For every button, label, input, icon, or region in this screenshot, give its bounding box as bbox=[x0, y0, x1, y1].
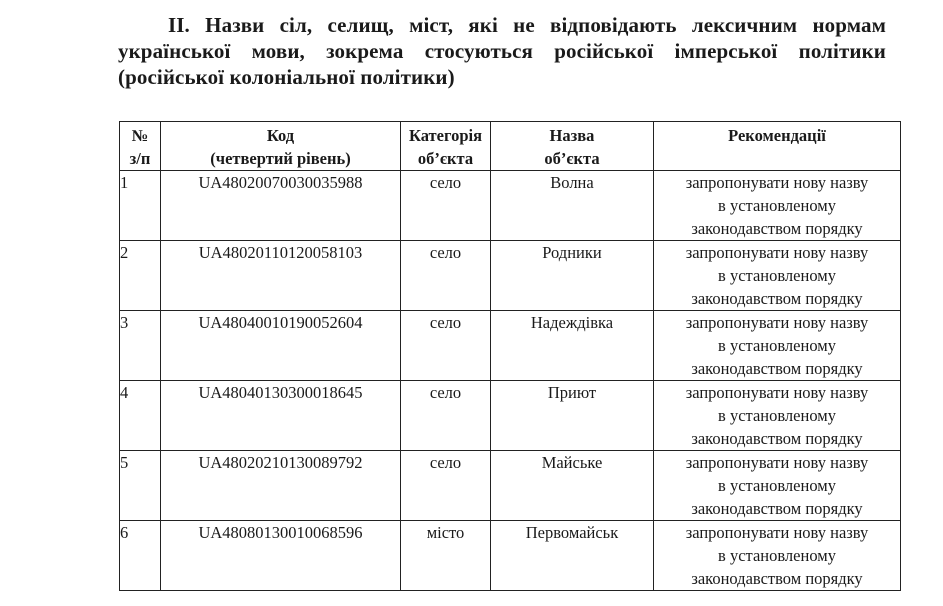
table-row bbox=[120, 451, 901, 521]
row-number: 4 bbox=[120, 381, 161, 451]
section-heading: ІІ. Назви сіл, селищ, міст, які не відповідають лексичним нормам української мови, зокрема стосуються російської імперської політики (російської колоніальної політики) bbox=[118, 13, 886, 89]
row-code: UA48020210130089792 bbox=[161, 451, 401, 521]
header-recommendations bbox=[654, 122, 901, 171]
row-code: UA48080130010068596 bbox=[161, 521, 401, 591]
header-code-line1: Код bbox=[266, 126, 295, 145]
row-name: Родники bbox=[491, 241, 654, 311]
header-code-line2: (четвертий рівень) bbox=[210, 149, 351, 168]
row-category: село bbox=[401, 451, 491, 521]
recommendation-line3: законодавством порядку bbox=[691, 359, 863, 378]
row-number: 2 bbox=[120, 241, 161, 311]
row-code: UA48040130300018645 bbox=[161, 381, 401, 451]
row-code: UA48020070030035988 bbox=[161, 171, 401, 241]
header-number-line1: № bbox=[131, 126, 149, 145]
row-number: 1 bbox=[120, 171, 161, 241]
recommendation-line3: законодавством порядку bbox=[691, 569, 863, 588]
row-category: село bbox=[401, 241, 491, 311]
row-category: село bbox=[401, 381, 491, 451]
header-name-line2: об’єкта bbox=[544, 149, 600, 168]
row-recommendation bbox=[654, 521, 901, 591]
recommendation-line1: запропонувати нову назву bbox=[685, 383, 869, 402]
row-category: село bbox=[401, 311, 491, 381]
recommendation-line3: законодавством порядку bbox=[691, 219, 863, 238]
header-number bbox=[120, 122, 161, 171]
row-recommendation bbox=[654, 241, 901, 311]
row-category: місто bbox=[401, 521, 491, 591]
recommendation-line2: в установленому bbox=[718, 546, 836, 565]
recommendation-line2: в установленому bbox=[718, 196, 836, 215]
row-recommendation bbox=[654, 171, 901, 241]
recommendation-line1: запропонувати нову назву bbox=[685, 453, 869, 472]
header-code bbox=[161, 122, 401, 171]
recommendation-line1: запропонувати нову назву bbox=[685, 523, 869, 542]
recommendation-line2: в установленому bbox=[718, 406, 836, 425]
row-number: 5 bbox=[120, 451, 161, 521]
header-recommendations-label: Рекомендації bbox=[728, 126, 826, 145]
settlements-table bbox=[119, 121, 901, 591]
row-recommendation bbox=[654, 311, 901, 381]
table-header-row bbox=[120, 122, 901, 171]
recommendation-line3: законодавством порядку bbox=[691, 429, 863, 448]
row-code: UA48020110120058103 bbox=[161, 241, 401, 311]
row-category: село bbox=[401, 171, 491, 241]
row-name: Надеждівка bbox=[491, 311, 654, 381]
recommendation-line2: в установленому bbox=[718, 336, 836, 355]
row-name: Приют bbox=[491, 381, 654, 451]
table-row bbox=[120, 171, 901, 241]
header-name bbox=[491, 122, 654, 171]
row-recommendation bbox=[654, 451, 901, 521]
header-number-line2: з/п bbox=[129, 149, 151, 168]
recommendation-line1: запропонувати нову назву bbox=[685, 313, 869, 332]
row-number: 3 bbox=[120, 311, 161, 381]
header-category-line1: Категорія bbox=[408, 126, 483, 145]
header-name-line1: Назва bbox=[549, 126, 595, 145]
row-code: UA48040010190052604 bbox=[161, 311, 401, 381]
recommendation-line2: в установленому bbox=[718, 266, 836, 285]
recommendation-line1: запропонувати нову назву bbox=[685, 173, 869, 192]
table-row bbox=[120, 381, 901, 451]
row-name: Майське bbox=[491, 451, 654, 521]
recommendation-line3: законодавством порядку bbox=[691, 289, 863, 308]
recommendation-line2: в установленому bbox=[718, 476, 836, 495]
row-name: Волна bbox=[491, 171, 654, 241]
table-row bbox=[120, 311, 901, 381]
row-name: Первомайськ bbox=[491, 521, 654, 591]
header-category-line2: об’єкта bbox=[417, 149, 474, 168]
table-row bbox=[120, 241, 901, 311]
recommendation-line1: запропонувати нову назву bbox=[685, 243, 869, 262]
header-category bbox=[401, 122, 491, 171]
table-row bbox=[120, 521, 901, 591]
row-number: 6 bbox=[120, 521, 161, 591]
recommendation-line3: законодавством порядку bbox=[691, 499, 863, 518]
row-recommendation bbox=[654, 381, 901, 451]
